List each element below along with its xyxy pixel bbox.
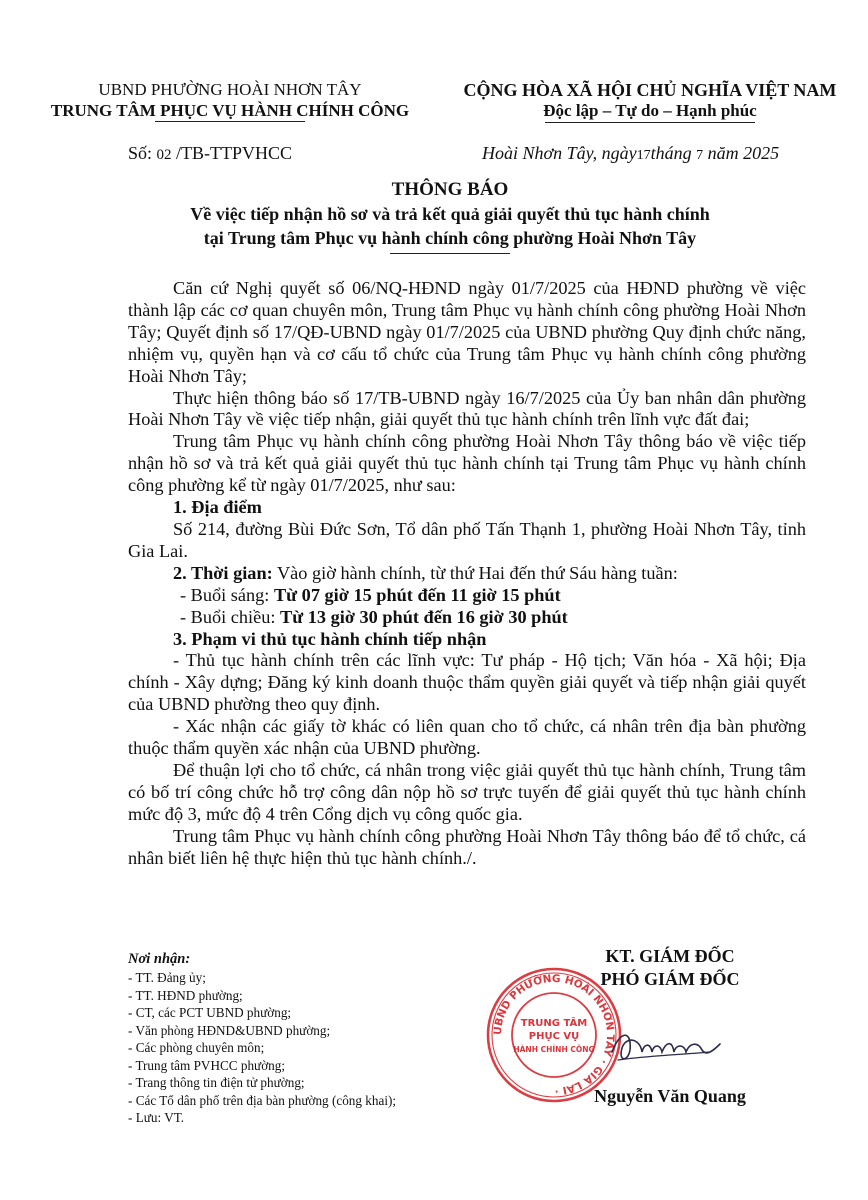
date-month-word: tháng (650, 143, 692, 163)
paragraph-closing: Trung tâm Phục vụ hành chính công phường Hoài Nhơn Tây thông báo để tổ chức, cá nhân biết liên hệ thực hiện thủ tục hành chính./. (128, 825, 806, 868)
section-location-heading: 1. Địa điểm (173, 497, 262, 518)
recipient-item: - TT. HĐND phường; (128, 987, 243, 1003)
number-suffix: /TB-TTPVHCC (176, 143, 293, 163)
motto: Độc lập – Tự do – Hạnh phúc (543, 101, 757, 120)
section-location-text: Số 214, đường Bùi Đức Sơn, Tổ dân phố Tấn Thạnh 1, phường Hoài Nhơn Tây, tỉnh Gia Lai. (128, 518, 806, 561)
svg-text:PHỤC VỤ: PHỤC VỤ (528, 1031, 580, 1042)
recipient-item: - Trung tâm PVHCC phường; (128, 1057, 286, 1073)
title-subject-line2: tại Trung tâm Phục vụ hành chính công phường Hoài Nhơn Tây (203, 228, 697, 248)
time-morning-value: Từ 07 giờ 15 phút đến 11 giờ 15 phút (273, 584, 561, 605)
document-number (128, 143, 292, 164)
motto-underline (545, 122, 755, 123)
signer-title: PHÓ GIÁM ĐỐC (600, 969, 740, 989)
date-year: năm 2025 (707, 143, 780, 163)
number-prefix: Số: (128, 143, 153, 163)
recipient-item: - Trang thông tin điện tử phường; (128, 1075, 305, 1090)
time-morning (128, 585, 806, 607)
date-month: 7 (696, 148, 704, 163)
section-time-heading: 2. Thời gian: (173, 562, 273, 583)
time-morning-label: - Buổi sáng: (180, 584, 270, 605)
document-title (70, 178, 830, 254)
handwritten-signature-icon (606, 1022, 726, 1070)
svg-text:TRUNG TÂM: TRUNG TÂM (520, 1018, 588, 1029)
time-afternoon (128, 607, 806, 629)
signer-authority: KT. GIÁM ĐỐC (605, 946, 735, 966)
title-subject-line1: Về việc tiếp nhận hồ sơ và trả kết quả giải quyết thủ tục hành chính (190, 204, 710, 224)
paragraph-online-support: Để thuận lợi cho tổ chức, cá nhân trong việc giải quyết thủ tục hành chính, Trung tâm có bố trí công chức hỗ trợ công dân nộp hồ sơ trực tuyến để giải quyết thủ tục hành chính mức độ 3, mức độ 4 trên Cổng dịch vụ công quốc gia. (128, 759, 806, 824)
national-motto-header (450, 80, 850, 123)
agency-name: TRUNG TÂM PHỤC VỤ HÀNH CHÍNH CÔNG (50, 101, 410, 120)
nation-name: CỘNG HÒA XÃ HỘI CHỦ NGHĨA VIỆT NAM (463, 80, 837, 100)
section-time-text: Vào giờ hành chính, từ thứ Hai đến thứ Sáu hàng tuần: (276, 562, 678, 583)
agency-underline (155, 121, 305, 122)
section-time (128, 563, 806, 585)
recipient-item: - TT. Đảng ủy; (128, 970, 206, 985)
time-afternoon-value: Từ 13 giờ 30 phút đến 16 giờ 30 phút (280, 606, 568, 627)
document-body (128, 278, 806, 869)
paragraph-legal-basis: Căn cứ Nghị quyết số 06/NQ-HĐND ngày 01/7/2025 của HĐND phường về việc thành lập các cơ quan chuyên môn, Trung tâm Phục vụ hành chính công phường Hoài Nhơn Tây; Quyết định số 17/QĐ-UBND ngày 01/7/2025 của UBND phường Quy định chức năng, nhiệm vụ, quyền hạn và cơ cấu tổ chức của Trung tâm Phục vụ hành chính công phường Hoài Nhơn Tây; (128, 278, 806, 386)
section-scope-item-certification: - Xác nhận các giấy tờ khác có liên quan cho tổ chức, cá nhân trên địa bàn phường thuộc thẩm quyền xác nhận của UBND phường. (128, 716, 806, 759)
date-place: Hoài Nhơn Tây, ngày (482, 143, 637, 163)
svg-text:UBND PHƯỜNG HOÀI NHƠN TÂY · GI: UBND PHƯỜNG HOÀI NHƠN TÂY · GIA LAI · (491, 972, 617, 1098)
issuing-agency-header (30, 80, 430, 122)
title-main: THÔNG BÁO (391, 179, 509, 200)
signer-name: Nguyễn Văn Quang (594, 1086, 746, 1106)
parent-agency-name: UBND PHƯỜNG HOÀI NHƠN TÂY (98, 80, 362, 99)
recipient-item: - Các phòng chuyên môn; (128, 1040, 265, 1055)
recipient-item: - Các Tổ dân phố trên địa bàn phường (công khai); (128, 1092, 397, 1108)
title-underline (390, 253, 510, 254)
section-scope-item-procedures: - Thủ tục hành chính trên các lĩnh vực: Tư pháp - Hộ tịch; Văn hóa - Xã hội; Địa chính - Xây dựng; Đăng ký kinh doanh thuộc thẩm quyền giải quyết và tiếp nhận giải quyết của UBND phường theo quy định. (128, 650, 806, 715)
time-afternoon-label: - Buổi chiều: (180, 606, 276, 627)
document-date (482, 143, 779, 164)
section-scope-heading: 3. Phạm vi thủ tục hành chính tiếp nhận (173, 628, 487, 649)
recipient-item: - Lưu: VT. (128, 1110, 185, 1125)
recipient-item: - Văn phòng HĐND&UBND phường; (128, 1022, 331, 1038)
number-value: 02 (156, 147, 172, 163)
recipients-title: Nơi nhận: (128, 951, 191, 967)
recipient-item: - CT, các PCT UBND phường; (128, 1005, 292, 1020)
paragraph-announcement: Trung tâm Phục vụ hành chính công phường Hoài Nhơn Tây thông báo về việc tiếp nhận hồ sơ và trả kết quả giải quyết thủ tục hành chính tại Trung tâm Phục vụ hành chính công phường kể từ ngày 01/7/2025, như sau: (128, 431, 806, 496)
date-day: 17 (636, 148, 651, 163)
svg-text:HÀNH CHÍNH CÔNG: HÀNH CHÍNH CÔNG (513, 1045, 595, 1054)
official-seal-stamp-icon (484, 965, 624, 1105)
paragraph-implementation: Thực hiện thông báo số 17/TB-UBND ngày 16/7/2025 của Ủy ban nhân dân phường Hoài Nhơn Tây về việc tiếp nhận, giải quyết thủ tục hành chính trên lĩnh vực đất đai; (128, 387, 806, 430)
